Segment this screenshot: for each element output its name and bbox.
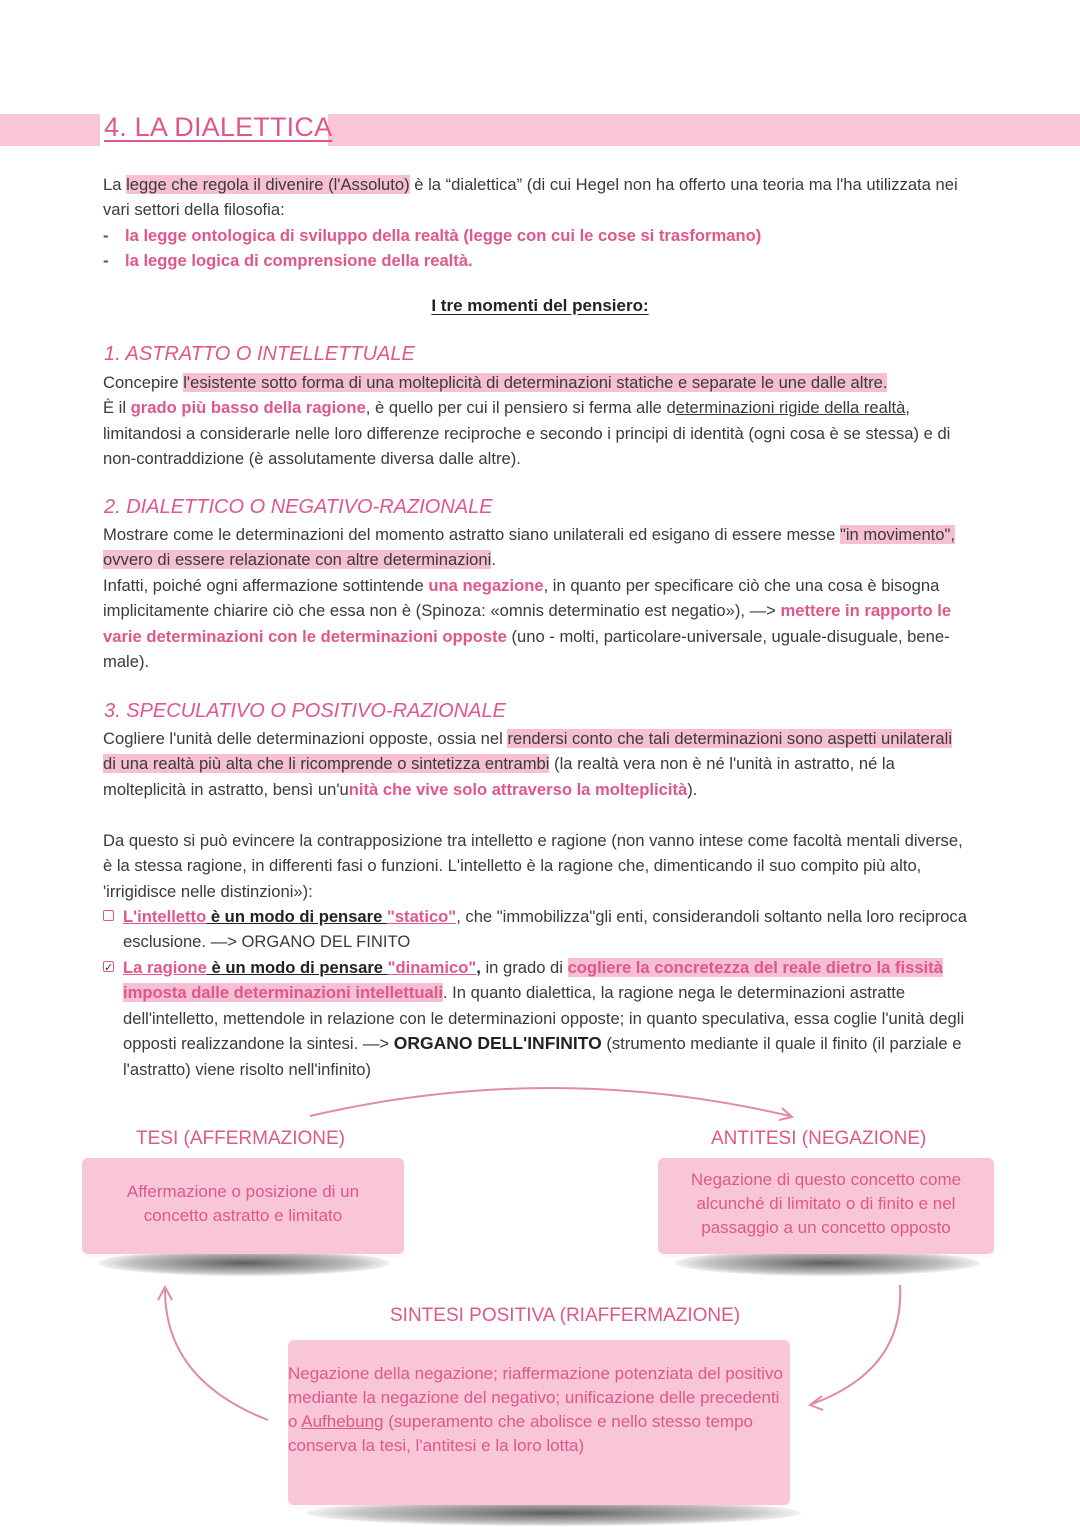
list-item: - la legge ontologica di sviluppo della realtà (legge con cui le cose si trasformano) <box>103 226 762 245</box>
list-item-intelletto: L'intelletto è un modo di pensare "statico", che "immobilizza"gli enti, considerandoli soltanto nella loro reciproca esclusione. —> ORGANO DEL FINITO <box>103 904 983 955</box>
moment-2-heading: 2. DIALETTICO O NEGATIVO-RAZIONALE <box>104 496 493 518</box>
sintesi-card <box>288 1340 790 1505</box>
tesi-card: Affermazione o posizione di un concetto astratto e limitato <box>82 1158 404 1254</box>
moment-2-text: Mostrare come le determinazioni del momento astratto siano unilaterali ed esigano di essere messe "in movimento", ovvero di essere relazionate con altre determinazioni. Infatti, poiché ogni affermazione sottintende una negazione, in quanto per specificare ciò che una cosa è bisogna implicitamente chiarire ciò che essa non è (Spinoza: «omnis determinatio est negatio»), —> mettere in rapporto le varie determinazioni con le determinazioni opposte (uno - molti, particolare-universale, uguale-disuguale, bene-male). <box>103 525 956 672</box>
intro-list <box>103 223 983 274</box>
checkbox-icon <box>103 910 114 921</box>
sintesi-text-2: o Aufhebung (superamento che abolisce e nello stesso tempo conserva la tesi, l'antitesi e la loro lotta) <box>288 1412 753 1455</box>
list-item: - la legge logica di comprensione della realtà. <box>103 251 473 271</box>
checked-box-icon <box>103 961 114 972</box>
arrow-sintesi-tesi <box>165 1290 268 1420</box>
page-title: 4. LA DIALETTICA <box>104 112 333 142</box>
moment-1-text: Concepire l'esistente sotto forma di una molteplicità di determinazioni statiche e separate le une dalle altre. È il grado più basso della ragione, è quello per cui il pensiero si ferma alle determinazioni rigide della realtà, limitandosi a considerarle nelle loro differenze reciproche e secondo i principi di identità (ogni cosa è se stessa) e di non-contraddizione (è assolutamente diversa dalle altre). <box>103 373 951 469</box>
arrow-tesi-antitesi <box>310 1088 790 1116</box>
arrow-head-icon <box>158 1287 172 1300</box>
arrow-head-icon <box>810 1396 823 1410</box>
antitesi-title: ANTITESI (NEGAZIONE) <box>711 1128 927 1149</box>
arrow-antitesi-sintesi <box>812 1285 900 1404</box>
antitesi-card: Negazione di questo concetto come alcunché di limitato o di finito e nel passaggio a un concetto opposto <box>658 1158 994 1254</box>
title-band-left <box>0 114 100 146</box>
moment-3-heading: 3. SPECULATIVO O POSITIVO-RAZIONALE <box>104 700 506 722</box>
title-band-right <box>328 114 1080 146</box>
sintesi-title: SINTESI POSITIVA (RIAFFERMAZIONE) <box>390 1305 741 1326</box>
sintesi-text-1: Negazione della negazione; riaffermazione potenziata del positivo mediante la negazione del negativo; unificazione delle precedenti <box>288 1364 783 1407</box>
list-item-ragione: ✓ La ragione è un modo di pensare "dinamico", in grado di cogliere la concretezza del reale dietro la fissità imposta dalle determinazioni intellettuali. In quanto dialettica, la ragione nega le determinazioni astratte dell'intelletto, mettendole in relazione con le determinazioni opposte; in quanto speculativa, essa coglie l'unità degli opposti realizzandone la sintesi. —> ORGANO DELL'INFINITO (strumento mediante il quale il finito (il parziale e l'astratto) viene risolto nell'infinito) <box>103 955 973 1082</box>
arrow-head-icon <box>779 1108 792 1120</box>
contrast-paragraph: Da questo si può evincere la contrapposizione tra intelletto e ragione (non vanno intese come facoltà mentali diverse, è la stessa ragione, in differenti fasi o funzioni. L'intelletto è la ragione che, dimenticando il suo compito più alto, 'irrigidisce nelle distinzioni»): <box>103 831 963 901</box>
intro-paragraph: La legge che regola il divenire (l'Assoluto) è la “dialettica” (di cui Hegel non ha offerto una teoria ma l'ha utilizzata nei vari settori della filosofia: <box>103 175 958 220</box>
moments-heading: I tre momenti del pensiero: <box>431 296 649 315</box>
moment-1-heading: 1. ASTRATTO O INTELLETTUALE <box>104 343 415 365</box>
moment-3-text: Cogliere l'unità delle determinazioni opposte, ossia nel rendersi conto che tali determinazioni sono aspetti unilaterali di una realtà più alta che li ricomprende o sintetizza entrambi (la realtà vera non è né l'unità in astratto, né la molteplicità in astratto, bensì un'unità che vive solo attraverso la molteplicità). <box>103 729 953 799</box>
tesi-title: TESI (AFFERMAZIONE) <box>136 1128 345 1149</box>
